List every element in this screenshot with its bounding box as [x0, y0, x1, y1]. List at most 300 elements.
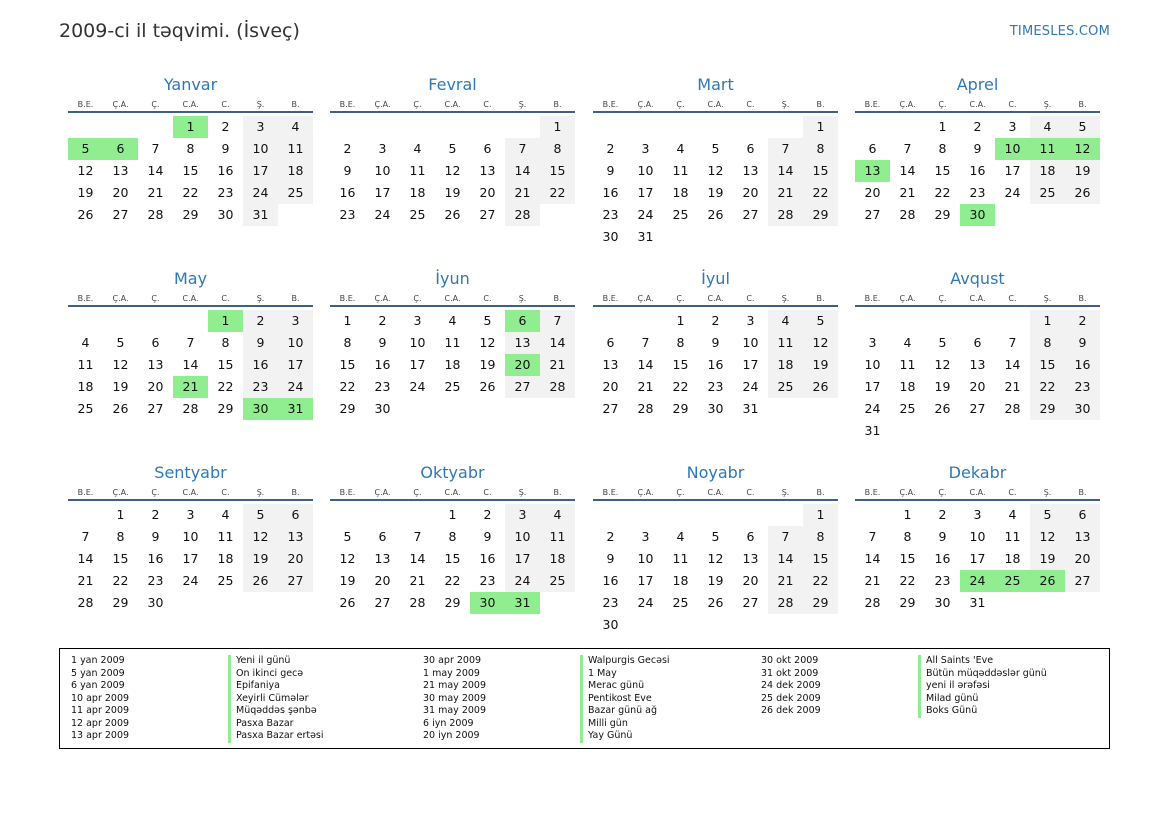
day-cell[interactable]: 10 — [374, 163, 391, 178]
day-cell[interactable]: 1 — [448, 507, 457, 522]
day-cell[interactable]: 19 — [243, 548, 278, 570]
day-cell[interactable]: 29 — [339, 401, 356, 416]
day-cell[interactable]: 12 — [1030, 526, 1065, 548]
day-cell[interactable]: 14 — [864, 551, 881, 566]
day-cell[interactable]: 29 — [803, 592, 838, 614]
day-cell[interactable]: 2 — [711, 313, 720, 328]
day-cell[interactable]: 2 — [483, 507, 492, 522]
day-cell[interactable]: 24 — [409, 379, 426, 394]
day-cell[interactable]: 20 — [602, 379, 619, 394]
day-cell[interactable]: 27 — [147, 401, 164, 416]
day-cell[interactable]: 12 — [339, 551, 356, 566]
day-cell[interactable]: 6 — [151, 335, 160, 350]
day-cell[interactable]: 8 — [803, 526, 838, 548]
day-cell[interactable]: 20 — [479, 185, 496, 200]
day-cell[interactable]: 16 — [479, 551, 496, 566]
day-cell[interactable]: 28 — [1004, 401, 1021, 416]
day-cell[interactable]: 16 — [707, 357, 724, 372]
day-cell[interactable]: 11 — [278, 138, 313, 160]
day-cell[interactable]: 23 — [969, 185, 986, 200]
day-cell[interactable]: 19 — [707, 185, 724, 200]
day-cell[interactable]: 22 — [803, 182, 838, 204]
day-cell[interactable]: 3 — [1008, 119, 1017, 134]
day-cell[interactable]: 26 — [934, 401, 951, 416]
day-cell[interactable]: 7 — [505, 138, 540, 160]
day-cell[interactable]: 10 — [969, 529, 986, 544]
day-cell[interactable]: 25 — [217, 573, 234, 588]
day-cell[interactable]: 12 — [1065, 138, 1100, 160]
day-cell[interactable]: 30 — [602, 229, 619, 244]
day-cell[interactable]: 16 — [243, 354, 278, 376]
day-cell[interactable]: 17 — [969, 551, 986, 566]
day-cell[interactable]: 21 — [768, 570, 803, 592]
day-cell[interactable]: 16 — [1065, 354, 1100, 376]
day-cell[interactable]: 17 — [182, 551, 199, 566]
day-cell[interactable]: 4 — [221, 507, 230, 522]
day-cell[interactable]: 13 — [112, 163, 129, 178]
day-cell[interactable]: 21 — [899, 185, 916, 200]
day-cell[interactable]: 8 — [186, 141, 195, 156]
day-cell[interactable]: 25 — [540, 570, 575, 592]
day-cell[interactable]: 28 — [147, 207, 164, 222]
day-cell[interactable]: 30 — [707, 401, 724, 416]
day-cell[interactable]: 19 — [479, 357, 496, 372]
day-cell[interactable]: 20 — [374, 573, 391, 588]
day-cell[interactable]: 6 — [746, 141, 755, 156]
day-cell[interactable]: 12 — [243, 526, 278, 548]
day-cell[interactable]: 19 — [339, 573, 356, 588]
day-cell[interactable]: 10 — [742, 335, 759, 350]
day-cell[interactable]: 9 — [483, 529, 492, 544]
day-cell[interactable]: 15 — [934, 163, 951, 178]
day-cell[interactable]: 1 — [116, 507, 125, 522]
day-cell[interactable]: 22 — [540, 182, 575, 204]
day-cell[interactable]: 9 — [711, 335, 720, 350]
day-cell[interactable]: 30 — [1065, 398, 1100, 420]
day-cell[interactable]: 11 — [672, 551, 689, 566]
day-cell[interactable]: 25 — [77, 401, 94, 416]
day-cell[interactable]: 8 — [1030, 332, 1065, 354]
day-cell[interactable]: 18 — [1004, 551, 1021, 566]
day-cell[interactable]: 6 — [378, 529, 387, 544]
day-cell[interactable]: 30 — [960, 204, 995, 226]
day-cell[interactable]: 27 — [1065, 570, 1100, 592]
day-cell[interactable]: 15 — [444, 551, 461, 566]
day-cell[interactable]: 1 — [1030, 310, 1065, 332]
day-cell[interactable]: 7 — [413, 529, 422, 544]
day-cell[interactable]: 15 — [217, 357, 234, 372]
day-cell[interactable]: 10 — [864, 357, 881, 372]
day-cell[interactable]: 28 — [768, 204, 803, 226]
day-cell[interactable]: 23 — [934, 573, 951, 588]
day-cell[interactable]: 26 — [77, 207, 94, 222]
day-cell[interactable]: 20 — [1065, 548, 1100, 570]
day-cell[interactable]: 14 — [505, 160, 540, 182]
day-cell[interactable]: 28 — [768, 592, 803, 614]
day-cell[interactable]: 29 — [899, 595, 916, 610]
day-cell[interactable]: 14 — [637, 357, 654, 372]
day-cell[interactable]: 9 — [938, 529, 947, 544]
day-cell[interactable]: 1 — [803, 504, 838, 526]
day-cell[interactable]: 6 — [1065, 504, 1100, 526]
day-cell[interactable]: 16 — [934, 551, 951, 566]
day-cell[interactable]: 28 — [505, 204, 540, 226]
day-cell[interactable]: 10 — [243, 138, 278, 160]
day-cell[interactable]: 21 — [77, 573, 94, 588]
day-cell[interactable]: 11 — [768, 332, 803, 354]
day-cell[interactable]: 1 — [173, 116, 208, 138]
day-cell[interactable]: 14 — [147, 163, 164, 178]
day-cell[interactable]: 22 — [444, 573, 461, 588]
day-cell[interactable]: 1 — [343, 313, 352, 328]
day-cell[interactable]: 2 — [378, 313, 387, 328]
day-cell[interactable]: 3 — [505, 504, 540, 526]
day-cell[interactable]: 5 — [938, 335, 947, 350]
day-cell[interactable]: 15 — [672, 357, 689, 372]
day-cell[interactable]: 30 — [470, 592, 505, 614]
day-cell[interactable]: 18 — [672, 573, 689, 588]
day-cell[interactable]: 1 — [938, 119, 947, 134]
day-cell[interactable]: 21 — [505, 182, 540, 204]
day-cell[interactable]: 5 — [1030, 504, 1065, 526]
day-cell[interactable]: 24 — [278, 376, 313, 398]
day-cell[interactable]: 10 — [637, 551, 654, 566]
day-cell[interactable]: 15 — [112, 551, 129, 566]
day-cell[interactable]: 22 — [339, 379, 356, 394]
day-cell[interactable]: 2 — [243, 310, 278, 332]
day-cell[interactable]: 21 — [1004, 379, 1021, 394]
day-cell[interactable]: 13 — [602, 357, 619, 372]
day-cell[interactable]: 2 — [343, 141, 352, 156]
day-cell[interactable]: 29 — [934, 207, 951, 222]
day-cell[interactable]: 19 — [77, 185, 94, 200]
day-cell[interactable]: 25 — [1030, 182, 1065, 204]
day-cell[interactable]: 12 — [803, 332, 838, 354]
day-cell[interactable]: 7 — [186, 335, 195, 350]
day-cell[interactable]: 1 — [676, 313, 685, 328]
day-cell[interactable]: 19 — [1030, 548, 1065, 570]
day-cell[interactable]: 17 — [505, 548, 540, 570]
day-cell[interactable]: 3 — [378, 141, 387, 156]
day-cell[interactable]: 4 — [413, 141, 422, 156]
day-cell[interactable]: 3 — [868, 335, 877, 350]
day-cell[interactable]: 22 — [217, 379, 234, 394]
day-cell[interactable]: 7 — [81, 529, 90, 544]
day-cell[interactable]: 30 — [374, 401, 391, 416]
day-cell[interactable]: 27 — [374, 595, 391, 610]
day-cell[interactable]: 1 — [903, 507, 912, 522]
day-cell[interactable]: 29 — [444, 595, 461, 610]
day-cell[interactable]: 17 — [278, 354, 313, 376]
day-cell[interactable]: 14 — [899, 163, 916, 178]
day-cell[interactable]: 29 — [217, 401, 234, 416]
day-cell[interactable]: 31 — [969, 595, 986, 610]
day-cell[interactable]: 11 — [1004, 529, 1021, 544]
day-cell[interactable]: 11 — [672, 163, 689, 178]
day-cell[interactable]: 8 — [903, 529, 912, 544]
day-cell[interactable]: 30 — [243, 398, 278, 420]
day-cell[interactable]: 29 — [803, 204, 838, 226]
day-cell[interactable]: 18 — [540, 548, 575, 570]
day-cell[interactable]: 26 — [444, 207, 461, 222]
day-cell[interactable]: 21 — [540, 354, 575, 376]
day-cell[interactable]: 5 — [1065, 116, 1100, 138]
day-cell[interactable]: 26 — [112, 401, 129, 416]
day-cell[interactable]: 5 — [711, 529, 720, 544]
day-cell[interactable]: 13 — [855, 160, 890, 182]
day-cell[interactable]: 5 — [116, 335, 125, 350]
day-cell[interactable]: 16 — [602, 185, 619, 200]
day-cell[interactable]: 3 — [413, 313, 422, 328]
day-cell[interactable]: 31 — [505, 592, 540, 614]
day-cell[interactable]: 23 — [243, 376, 278, 398]
day-cell[interactable]: 18 — [409, 185, 426, 200]
day-cell[interactable]: 5 — [711, 141, 720, 156]
day-cell[interactable]: 27 — [864, 207, 881, 222]
day-cell[interactable]: 4 — [1008, 507, 1017, 522]
day-cell[interactable]: 27 — [602, 401, 619, 416]
day-cell[interactable]: 14 — [182, 357, 199, 372]
day-cell[interactable]: 23 — [374, 379, 391, 394]
day-cell[interactable]: 15 — [803, 160, 838, 182]
day-cell[interactable]: 4 — [448, 313, 457, 328]
day-cell[interactable]: 22 — [182, 185, 199, 200]
day-cell[interactable]: 27 — [742, 207, 759, 222]
day-cell[interactable]: 24 — [637, 595, 654, 610]
day-cell[interactable]: 1 — [208, 310, 243, 332]
day-cell[interactable]: 13 — [505, 332, 540, 354]
day-cell[interactable]: 2 — [151, 507, 160, 522]
day-cell[interactable]: 1 — [540, 116, 575, 138]
day-cell[interactable]: 18 — [77, 379, 94, 394]
day-cell[interactable]: 8 — [676, 335, 685, 350]
day-cell[interactable]: 20 — [505, 354, 540, 376]
day-cell[interactable]: 31 — [637, 229, 654, 244]
day-cell[interactable]: 17 — [637, 185, 654, 200]
day-cell[interactable]: 26 — [803, 376, 838, 398]
day-cell[interactable]: 4 — [278, 116, 313, 138]
day-cell[interactable]: 7 — [1008, 335, 1017, 350]
day-cell[interactable]: 14 — [77, 551, 94, 566]
day-cell[interactable]: 12 — [707, 551, 724, 566]
day-cell[interactable]: 28 — [864, 595, 881, 610]
day-cell[interactable]: 8 — [221, 335, 230, 350]
day-cell[interactable]: 21 — [637, 379, 654, 394]
day-cell[interactable]: 12 — [934, 357, 951, 372]
day-cell[interactable]: 25 — [899, 401, 916, 416]
day-cell[interactable]: 25 — [768, 376, 803, 398]
day-cell[interactable]: 19 — [444, 185, 461, 200]
day-cell[interactable]: 18 — [899, 379, 916, 394]
day-cell[interactable]: 6 — [606, 335, 615, 350]
day-cell[interactable]: 24 — [243, 182, 278, 204]
day-cell[interactable]: 28 — [77, 595, 94, 610]
day-cell[interactable]: 24 — [374, 207, 391, 222]
day-cell[interactable]: 6 — [868, 141, 877, 156]
day-cell[interactable]: 26 — [707, 207, 724, 222]
day-cell[interactable]: 5 — [68, 138, 103, 160]
day-cell[interactable]: 3 — [746, 313, 755, 328]
day-cell[interactable]: 16 — [969, 163, 986, 178]
day-cell[interactable]: 8 — [116, 529, 125, 544]
day-cell[interactable]: 11 — [409, 163, 426, 178]
day-cell[interactable]: 20 — [864, 185, 881, 200]
day-cell[interactable]: 2 — [938, 507, 947, 522]
day-cell[interactable]: 3 — [278, 310, 313, 332]
day-cell[interactable]: 20 — [969, 379, 986, 394]
day-cell[interactable]: 4 — [676, 529, 685, 544]
day-cell[interactable]: 12 — [479, 335, 496, 350]
day-cell[interactable]: 22 — [112, 573, 129, 588]
day-cell[interactable]: 8 — [540, 138, 575, 160]
day-cell[interactable]: 19 — [112, 379, 129, 394]
day-cell[interactable]: 21 — [173, 376, 208, 398]
day-cell[interactable]: 7 — [768, 526, 803, 548]
day-cell[interactable]: 13 — [479, 163, 496, 178]
day-cell[interactable]: 3 — [186, 507, 195, 522]
day-cell[interactable]: 22 — [672, 379, 689, 394]
day-cell[interactable]: 28 — [182, 401, 199, 416]
day-cell[interactable]: 24 — [960, 570, 995, 592]
day-cell[interactable]: 23 — [217, 185, 234, 200]
day-cell[interactable]: 19 — [934, 379, 951, 394]
day-cell[interactable]: 20 — [742, 573, 759, 588]
day-cell[interactable]: 21 — [147, 185, 164, 200]
day-cell[interactable]: 6 — [103, 138, 138, 160]
day-cell[interactable]: 28 — [899, 207, 916, 222]
day-cell[interactable]: 1 — [803, 116, 838, 138]
day-cell[interactable]: 7 — [903, 141, 912, 156]
day-cell[interactable]: 13 — [1065, 526, 1100, 548]
day-cell[interactable]: 26 — [243, 570, 278, 592]
day-cell[interactable]: 16 — [602, 573, 619, 588]
day-cell[interactable]: 26 — [1030, 570, 1065, 592]
day-cell[interactable]: 12 — [707, 163, 724, 178]
day-cell[interactable]: 23 — [479, 573, 496, 588]
day-cell[interactable]: 30 — [217, 207, 234, 222]
day-cell[interactable]: 3 — [973, 507, 982, 522]
day-cell[interactable]: 2 — [1065, 310, 1100, 332]
day-cell[interactable]: 3 — [641, 141, 650, 156]
day-cell[interactable]: 2 — [973, 119, 982, 134]
day-cell[interactable]: 23 — [339, 207, 356, 222]
day-cell[interactable]: 29 — [1030, 398, 1065, 420]
day-cell[interactable]: 6 — [746, 529, 755, 544]
day-cell[interactable]: 13 — [278, 526, 313, 548]
day-cell[interactable]: 22 — [1030, 376, 1065, 398]
day-cell[interactable]: 13 — [742, 551, 759, 566]
day-cell[interactable]: 18 — [768, 354, 803, 376]
day-cell[interactable]: 22 — [803, 570, 838, 592]
day-cell[interactable]: 30 — [602, 617, 619, 632]
day-cell[interactable]: 9 — [606, 163, 615, 178]
day-cell[interactable]: 5 — [803, 310, 838, 332]
day-cell[interactable]: 21 — [864, 573, 881, 588]
day-cell[interactable]: 31 — [742, 401, 759, 416]
day-cell[interactable]: 25 — [444, 379, 461, 394]
day-cell[interactable]: 18 — [217, 551, 234, 566]
day-cell[interactable]: 7 — [768, 138, 803, 160]
day-cell[interactable]: 11 — [899, 357, 916, 372]
day-cell[interactable]: 4 — [1030, 116, 1065, 138]
day-cell[interactable]: 7 — [151, 141, 160, 156]
day-cell[interactable]: 17 — [409, 357, 426, 372]
day-cell[interactable]: 11 — [1030, 138, 1065, 160]
day-cell[interactable]: 6 — [483, 141, 492, 156]
day-cell[interactable]: 18 — [444, 357, 461, 372]
day-cell[interactable]: 4 — [903, 335, 912, 350]
day-cell[interactable]: 11 — [77, 357, 94, 372]
day-cell[interactable]: 24 — [637, 207, 654, 222]
day-cell[interactable]: 3 — [641, 529, 650, 544]
day-cell[interactable]: 19 — [707, 573, 724, 588]
day-cell[interactable]: 9 — [343, 163, 352, 178]
day-cell[interactable]: 5 — [483, 313, 492, 328]
day-cell[interactable]: 31 — [243, 204, 278, 226]
site-link[interactable]: TIMESLES.COM — [1009, 24, 1110, 39]
day-cell[interactable]: 19 — [803, 354, 838, 376]
day-cell[interactable]: 14 — [540, 332, 575, 354]
day-cell[interactable]: 15 — [182, 163, 199, 178]
day-cell[interactable]: 8 — [448, 529, 457, 544]
day-cell[interactable]: 4 — [676, 141, 685, 156]
day-cell[interactable]: 9 — [221, 141, 230, 156]
day-cell[interactable]: 16 — [217, 163, 234, 178]
day-cell[interactable]: 16 — [147, 551, 164, 566]
day-cell[interactable]: 5 — [448, 141, 457, 156]
day-cell[interactable]: 9 — [1065, 332, 1100, 354]
day-cell[interactable]: 9 — [151, 529, 160, 544]
day-cell[interactable]: 31 — [864, 423, 881, 438]
day-cell[interactable]: 19 — [1065, 160, 1100, 182]
day-cell[interactable]: 16 — [339, 185, 356, 200]
day-cell[interactable]: 17 — [1004, 163, 1021, 178]
day-cell[interactable]: 10 — [182, 529, 199, 544]
day-cell[interactable]: 28 — [637, 401, 654, 416]
day-cell[interactable]: 5 — [343, 529, 352, 544]
day-cell[interactable]: 4 — [768, 310, 803, 332]
day-cell[interactable]: 22 — [934, 185, 951, 200]
day-cell[interactable]: 27 — [278, 570, 313, 592]
day-cell[interactable]: 10 — [637, 163, 654, 178]
day-cell[interactable]: 15 — [339, 357, 356, 372]
day-cell[interactable]: 13 — [374, 551, 391, 566]
day-cell[interactable]: 27 — [969, 401, 986, 416]
day-cell[interactable]: 12 — [112, 357, 129, 372]
day-cell[interactable]: 21 — [409, 573, 426, 588]
day-cell[interactable]: 18 — [278, 160, 313, 182]
day-cell[interactable]: 9 — [973, 141, 982, 156]
day-cell[interactable]: 20 — [112, 185, 129, 200]
day-cell[interactable]: 8 — [343, 335, 352, 350]
day-cell[interactable]: 2 — [606, 529, 615, 544]
day-cell[interactable]: 7 — [641, 335, 650, 350]
day-cell[interactable]: 11 — [540, 526, 575, 548]
day-cell[interactable]: 26 — [707, 595, 724, 610]
day-cell[interactable]: 16 — [374, 357, 391, 372]
day-cell[interactable]: 2 — [221, 119, 230, 134]
day-cell[interactable]: 23 — [147, 573, 164, 588]
day-cell[interactable]: 23 — [602, 595, 619, 610]
day-cell[interactable]: 10 — [409, 335, 426, 350]
day-cell[interactable]: 29 — [672, 401, 689, 416]
day-cell[interactable]: 23 — [1065, 376, 1100, 398]
day-cell[interactable]: 24 — [182, 573, 199, 588]
day-cell[interactable]: 26 — [1065, 182, 1100, 204]
day-cell[interactable]: 31 — [278, 398, 313, 420]
day-cell[interactable]: 20 — [147, 379, 164, 394]
day-cell[interactable]: 17 — [243, 160, 278, 182]
